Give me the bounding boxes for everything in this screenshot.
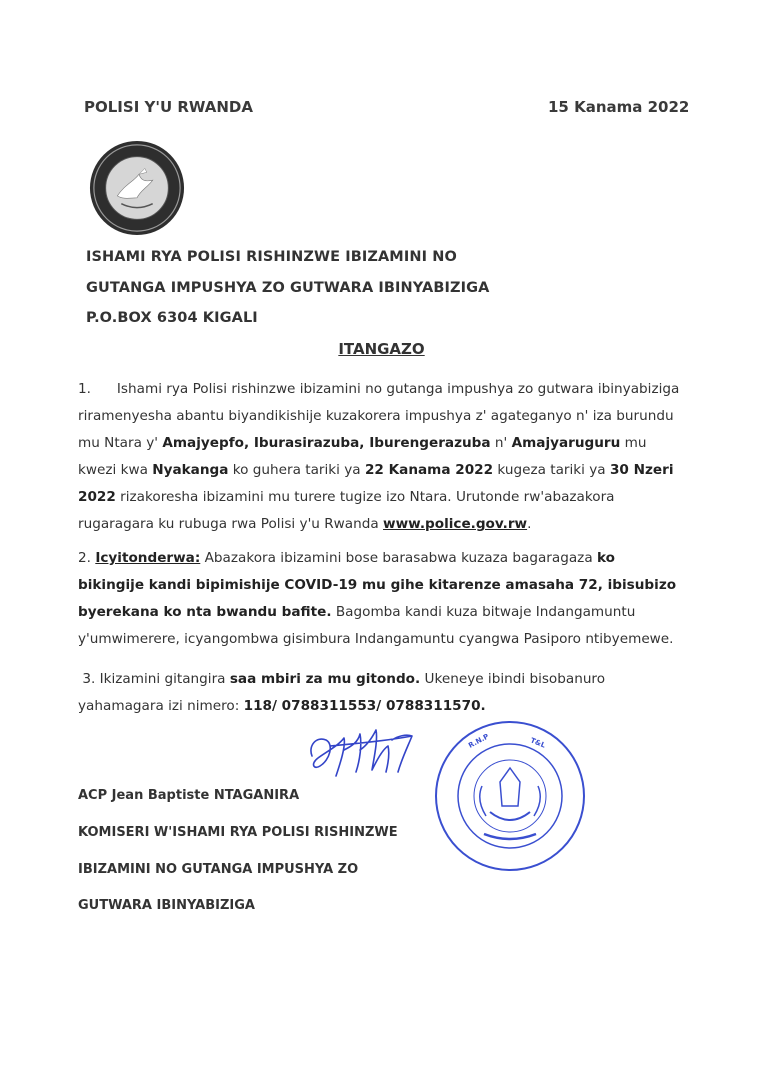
police-website-link[interactable]: www.police.gov.rw xyxy=(383,516,528,532)
paragraph-text: ko guhera tariki ya xyxy=(228,462,365,478)
paragraph-1 xyxy=(78,376,684,538)
paragraph-text: kugeza tariki ya xyxy=(493,462,610,478)
announcement-title-wrap xyxy=(0,339,763,358)
address-line-1: ISHAMI RYA POLISI RISHINZWE IBIZAMINI NO xyxy=(86,249,457,265)
paragraph-text: Ukeneye ibindi bisobanuro yahamagara izi nimero: xyxy=(78,671,606,714)
svg-text:T&L: T&L xyxy=(529,736,547,750)
svg-text:R.N.P: R.N.P xyxy=(467,732,491,750)
paragraph-text: mu kwezi kwa xyxy=(78,435,647,478)
signatory-name: ACP Jean Baptiste NTAGANIRA xyxy=(78,788,300,803)
phone-numbers-bold: 118/ 0788311553/ 0788311570. xyxy=(243,698,486,714)
paragraph-text: Ishami rya Polisi rishinzwe ibizamini no gutanga impushya zo gutwara ibinyabiziga riramenyesha abantu biyandikishije kuzakorera impushya z' agateganyo n' iza burundu mu Ntara y' xyxy=(78,381,680,451)
notice-label: Icyitonderwa: xyxy=(95,550,201,566)
paragraph-number: 3. xyxy=(82,671,96,687)
paragraph-number: 1. xyxy=(78,381,91,397)
police-emblem-icon xyxy=(88,139,186,237)
province-bold: Amajyaruguru xyxy=(511,435,621,451)
address-line-2: GUTANGA IMPUSHYA ZO GUTWARA IBINYABIZIGA xyxy=(86,280,490,296)
paragraph-text: Ikizamini gitangira xyxy=(95,671,230,687)
month-bold: Nyakanga xyxy=(152,462,229,478)
paragraph-number: 2. xyxy=(78,550,91,566)
department-stamp-icon xyxy=(430,716,590,876)
letter-date: 15 Kanama 2022 xyxy=(548,98,690,116)
paragraph-3 xyxy=(78,666,684,720)
signatory-role-line-2: IBIZAMINI NO GUTANGA IMPUSHYA ZO xyxy=(78,862,359,877)
paragraph-2 xyxy=(78,545,684,653)
paragraph-text: rizakoresha ibizamini mu turere tugize izo Ntara. Urutonde rw'abazakora rugaragara ku rubuga rwa Polisi y'u Rwanda xyxy=(78,489,615,532)
start-time-bold: saa mbiri za mu gitondo. xyxy=(229,671,421,687)
signatory-role-line-1: KOMISERI W'ISHAMI RYA POLISI RISHINZWE xyxy=(78,825,398,840)
end-date-bold: 30 Nzeri 2022 xyxy=(78,462,674,505)
provinces-bold: Amajyepfo, Iburasirazuba, Iburengerazuba xyxy=(162,435,491,451)
paragraph-text: Abazakora ibizamini bose barasabwa kuzaza bagaragaza xyxy=(200,550,597,566)
paragraph-text: . xyxy=(527,516,532,532)
start-date-bold: 22 Kanama 2022 xyxy=(364,462,494,478)
announcement-title: ITANGAZO xyxy=(338,340,425,358)
signatory-role-line-3: GUTWARA IBINYABIZIGA xyxy=(78,898,255,913)
organization-name: POLISI Y'U RWANDA xyxy=(84,98,253,116)
paragraph-text: n' xyxy=(490,435,512,451)
handwritten-signature-icon xyxy=(300,716,450,791)
paragraph-text: Bagomba kandi kuza bitwaje Indangamuntu y'umwimerere, icyangombwa gisimbura Indangamuntu cyangwa Pasiporo ntibyemewe. xyxy=(78,604,674,647)
covid-requirement-bold: ko bikingije kandi bipimishije COVID-19 mu gihe kitarenze amasaha 72, ibisubizo byerekana ko nta bwandu bafite. xyxy=(78,550,677,620)
address-po-box: P.O.BOX 6304 KIGALI xyxy=(86,310,258,326)
